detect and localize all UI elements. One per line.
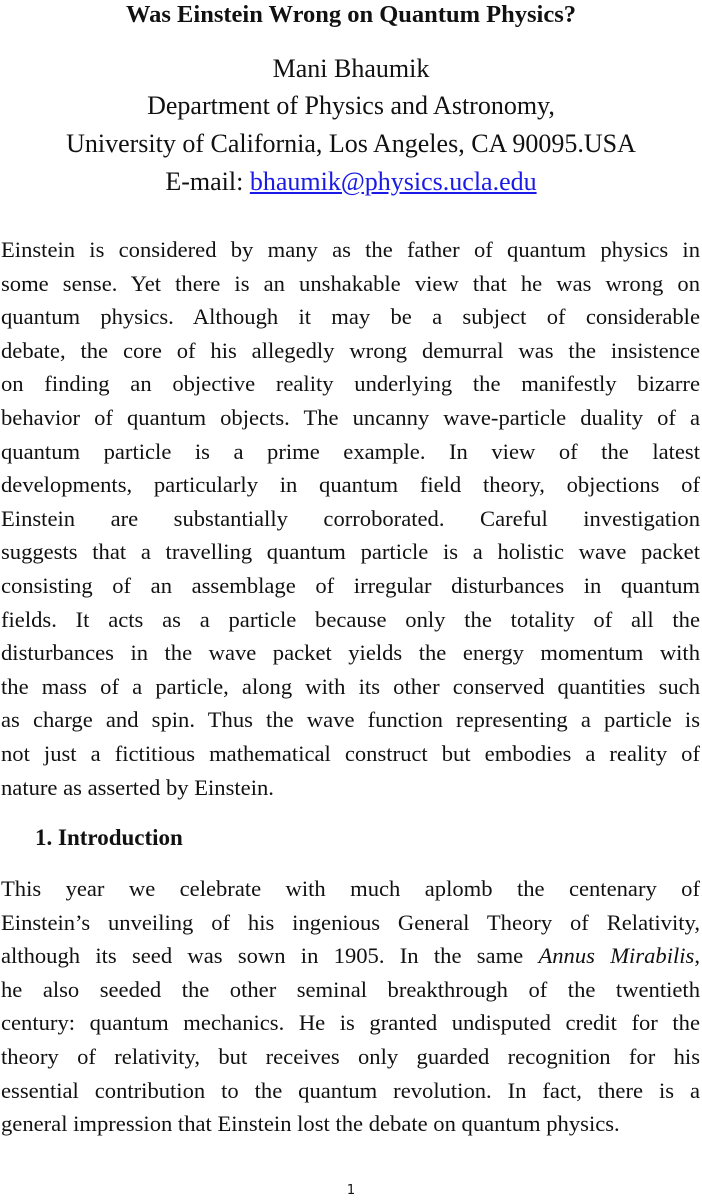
text-line: suggests that a travelling quantum particle is a holistic wave packet (1, 539, 700, 565)
text-line: on finding an objective reality underlying the manifestly bizarre (1, 371, 700, 397)
text-line: behavior of quantum objects. The uncanny wave-particle duality of a (1, 404, 700, 430)
text-line: consisting of an assemblage of irregular disturbances in quantum (1, 572, 700, 598)
page-number: 1 (346, 1183, 356, 1198)
author-email-line (0, 163, 702, 201)
text-line: nature as asserted by Einstein. (1, 774, 274, 800)
text-line: quantum physics. Although it may be a subject of considerable (1, 304, 700, 330)
text-line: Einstein is considered by many as the father of quantum physics in (1, 237, 700, 262)
author-university: University of California, Los Angeles, CA 90095.USA (66, 129, 636, 158)
author-name: Mani Bhaumik (272, 54, 430, 83)
text-line: some sense. Yet there is an unshakable view that he was wrong on (1, 270, 700, 296)
introduction-body (1, 872, 700, 1141)
author-department: Department of Physics and Astronomy, (147, 91, 555, 120)
text-line: not just a fictitious mathematical construct but embodies a reality of (1, 740, 700, 766)
text-line: debate, the core of his allegedly wrong demurral was the insistence (1, 337, 700, 363)
text-line: disturbances in the wave packet yields the energy momentum with (1, 640, 700, 666)
text-line: essential contribution to the quantum revolution. In fact, there is a (1, 1077, 700, 1103)
text-line: Einstein’s unveiling of his ingenious General Theory of Relativity, (1, 909, 700, 935)
abstract (1, 233, 700, 804)
text-line: general impression that Einstein lost the debate on quantum physics. (1, 1111, 620, 1137)
email-label: E-mail: (165, 167, 250, 196)
text-segment: , (694, 943, 700, 969)
text-line: as charge and spin. Thus the wave function representing a particle is (1, 707, 700, 733)
email-link[interactable]: bhaumik@physics.ucla.edu (249, 167, 537, 196)
text-line: This year we celebrate with much aplomb the centenary of (1, 876, 700, 901)
section-heading-introduction: 1. Introduction (35, 825, 183, 850)
paper-title: Was Einstein Wrong on Quantum Physics? (126, 1, 576, 28)
text-line: Einstein are substantially corroborated. Careful investigation (1, 505, 700, 531)
text-line: fields. It acts as a particle because only the totality of all the (1, 606, 700, 632)
text-line: he also seeded the other seminal breakthrough of the twentieth (1, 976, 700, 1002)
text-line: century: quantum mechanics. He is granted undisputed credit for the (1, 1010, 700, 1036)
italic-phrase: Annus Mirabilis (538, 943, 695, 969)
text-segment: although its seed was sown in 1905. In the same (1, 943, 539, 969)
text-line (1, 939, 700, 973)
text-line: quantum particle is a prime example. In view of the latest (1, 438, 700, 464)
text-line: the mass of a particle, along with its other conserved quantities such (1, 673, 700, 699)
text-line: theory of relativity, but receives only guarded recognition for his (1, 1043, 700, 1069)
text-line: developments, particularly in quantum field theory, objections of (1, 472, 700, 498)
